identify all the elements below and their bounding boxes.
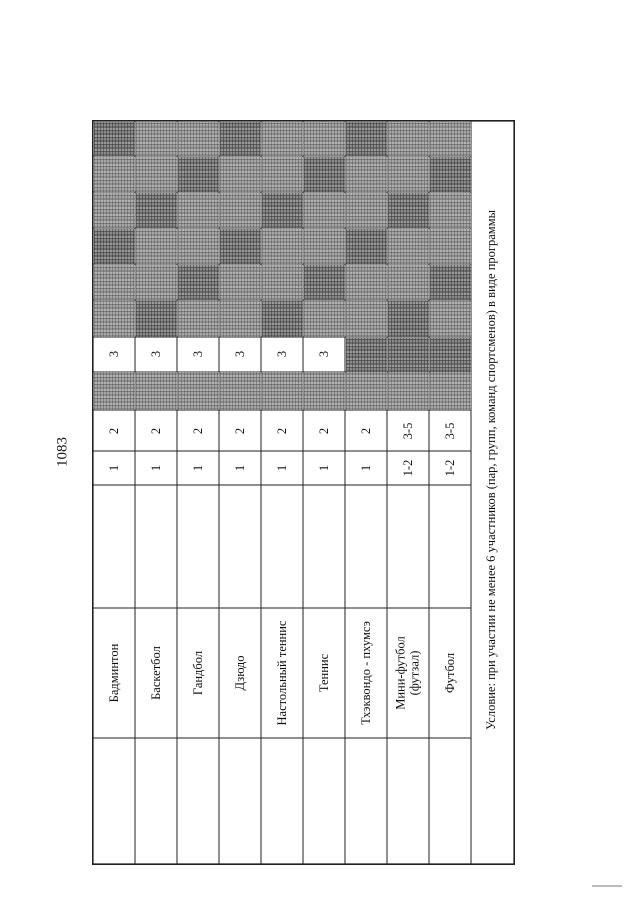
value-cell: 3 <box>274 350 289 358</box>
shaded-cell <box>304 193 345 228</box>
scan-artifact <box>592 885 622 887</box>
shaded-cell <box>220 229 261 264</box>
shaded-cell <box>430 301 471 337</box>
shaded-cell <box>262 265 303 300</box>
shaded-cell <box>430 122 471 156</box>
value-cell: 1 <box>316 464 331 472</box>
shaded-cell <box>262 157 303 192</box>
shaded-cell <box>262 301 303 337</box>
sport-name: Дзюдо <box>232 655 247 691</box>
sport-name: Настольный теннис <box>274 620 289 726</box>
shaded-cell <box>178 265 219 300</box>
sport-name: Гандбол <box>190 650 205 696</box>
sport-name: Футбол <box>442 652 457 694</box>
shaded-cell <box>220 301 261 337</box>
shaded-cell <box>178 193 219 228</box>
shaded-cell <box>388 229 429 264</box>
shaded-cell <box>262 193 303 228</box>
sport-name <box>394 636 423 710</box>
shaded-cell <box>346 338 387 372</box>
shaded-cell <box>430 157 471 192</box>
shaded-cell <box>178 122 219 156</box>
shaded-cell <box>94 372 135 410</box>
shaded-cell <box>136 193 177 228</box>
shaded-cell <box>388 372 429 410</box>
shaded-cell <box>346 122 387 156</box>
value-cell: 3 <box>316 350 331 358</box>
shaded-cell <box>136 372 177 410</box>
shaded-cell <box>136 265 177 300</box>
shaded-cell <box>220 265 261 300</box>
condition-note: Условие: при участии не менее 6 участников (пар, групп, команд спортсменов) в виде программы <box>483 209 498 731</box>
value-cell: 3-5 <box>442 422 457 439</box>
shaded-cell <box>430 193 471 228</box>
shaded-cell <box>220 193 261 228</box>
shaded-cell <box>430 338 471 372</box>
shaded-cell <box>178 301 219 337</box>
shaded-cell <box>136 301 177 337</box>
shaded-cell <box>346 301 387 337</box>
shaded-cell <box>220 122 261 156</box>
shaded-cell <box>262 372 303 410</box>
shaded-cell <box>304 157 345 192</box>
value-cell: 1 <box>106 464 121 472</box>
shaded-cell <box>388 301 429 337</box>
shaded-cell <box>304 229 345 264</box>
shaded-cell <box>178 229 219 264</box>
shaded-cell <box>94 301 135 337</box>
shaded-cell <box>388 338 429 372</box>
shaded-cell <box>346 229 387 264</box>
shaded-cell <box>262 229 303 264</box>
shaded-cell <box>388 265 429 300</box>
value-cell: 3-5 <box>400 422 415 439</box>
value-cell: 1 <box>274 464 289 472</box>
value-cell: 1 <box>190 464 205 472</box>
shaded-cell <box>94 193 135 228</box>
shaded-cell <box>178 372 219 410</box>
value-cell: 3 <box>232 350 247 358</box>
shaded-cell <box>388 193 429 228</box>
value-cell: 2 <box>232 427 247 434</box>
shaded-cell <box>430 372 471 410</box>
shaded-cell <box>136 122 177 156</box>
shaded-cell <box>304 122 345 156</box>
value-cell: 3 <box>190 350 205 358</box>
sport-name: Тхэквондо - пхумсэ <box>358 621 373 725</box>
shaded-cell <box>262 122 303 156</box>
value-cell: 2 <box>358 427 373 434</box>
shaded-cell <box>94 229 135 264</box>
shaded-cell <box>430 265 471 300</box>
value-cell: 1 <box>232 464 247 472</box>
shaded-cell <box>304 265 345 300</box>
sport-name: Баскетбол <box>148 646 163 700</box>
shaded-cell <box>136 229 177 264</box>
sport-name-line: (футзал) <box>408 650 422 696</box>
sport-name: Теннис <box>316 653 331 693</box>
value-cell: 2 <box>274 427 289 434</box>
value-cell: 2 <box>316 427 331 434</box>
value-cell: 1-2 <box>442 459 457 477</box>
value-cell: 2 <box>190 427 205 434</box>
shaded-cell <box>94 122 135 156</box>
value-cell: 2 <box>106 427 121 434</box>
value-cell: 3 <box>148 350 163 358</box>
value-cell: 1 <box>358 464 373 472</box>
shaded-cell <box>388 122 429 156</box>
shaded-cell <box>94 157 135 192</box>
shaded-cell <box>304 301 345 337</box>
shaded-cell <box>304 372 345 410</box>
shaded-cell <box>94 265 135 300</box>
shaded-cell <box>388 157 429 192</box>
shaded-cell <box>220 157 261 192</box>
shaded-cell <box>178 157 219 192</box>
page-number: 1083 <box>54 437 71 467</box>
sport-name: Бадминтон <box>106 643 121 703</box>
shaded-cell <box>430 229 471 264</box>
shaded-cell <box>136 157 177 192</box>
value-cell: 3 <box>106 350 121 358</box>
shaded-cell <box>346 157 387 192</box>
value-cell: 2 <box>148 427 163 434</box>
shaded-cell <box>346 265 387 300</box>
value-cell: 1 <box>148 464 163 472</box>
value-cell: 1-2 <box>400 459 415 477</box>
sport-name-line: Мини-футбол <box>393 636 408 710</box>
shaded-cell <box>346 193 387 228</box>
shaded-cell <box>220 372 261 410</box>
shaded-cell <box>346 372 387 410</box>
